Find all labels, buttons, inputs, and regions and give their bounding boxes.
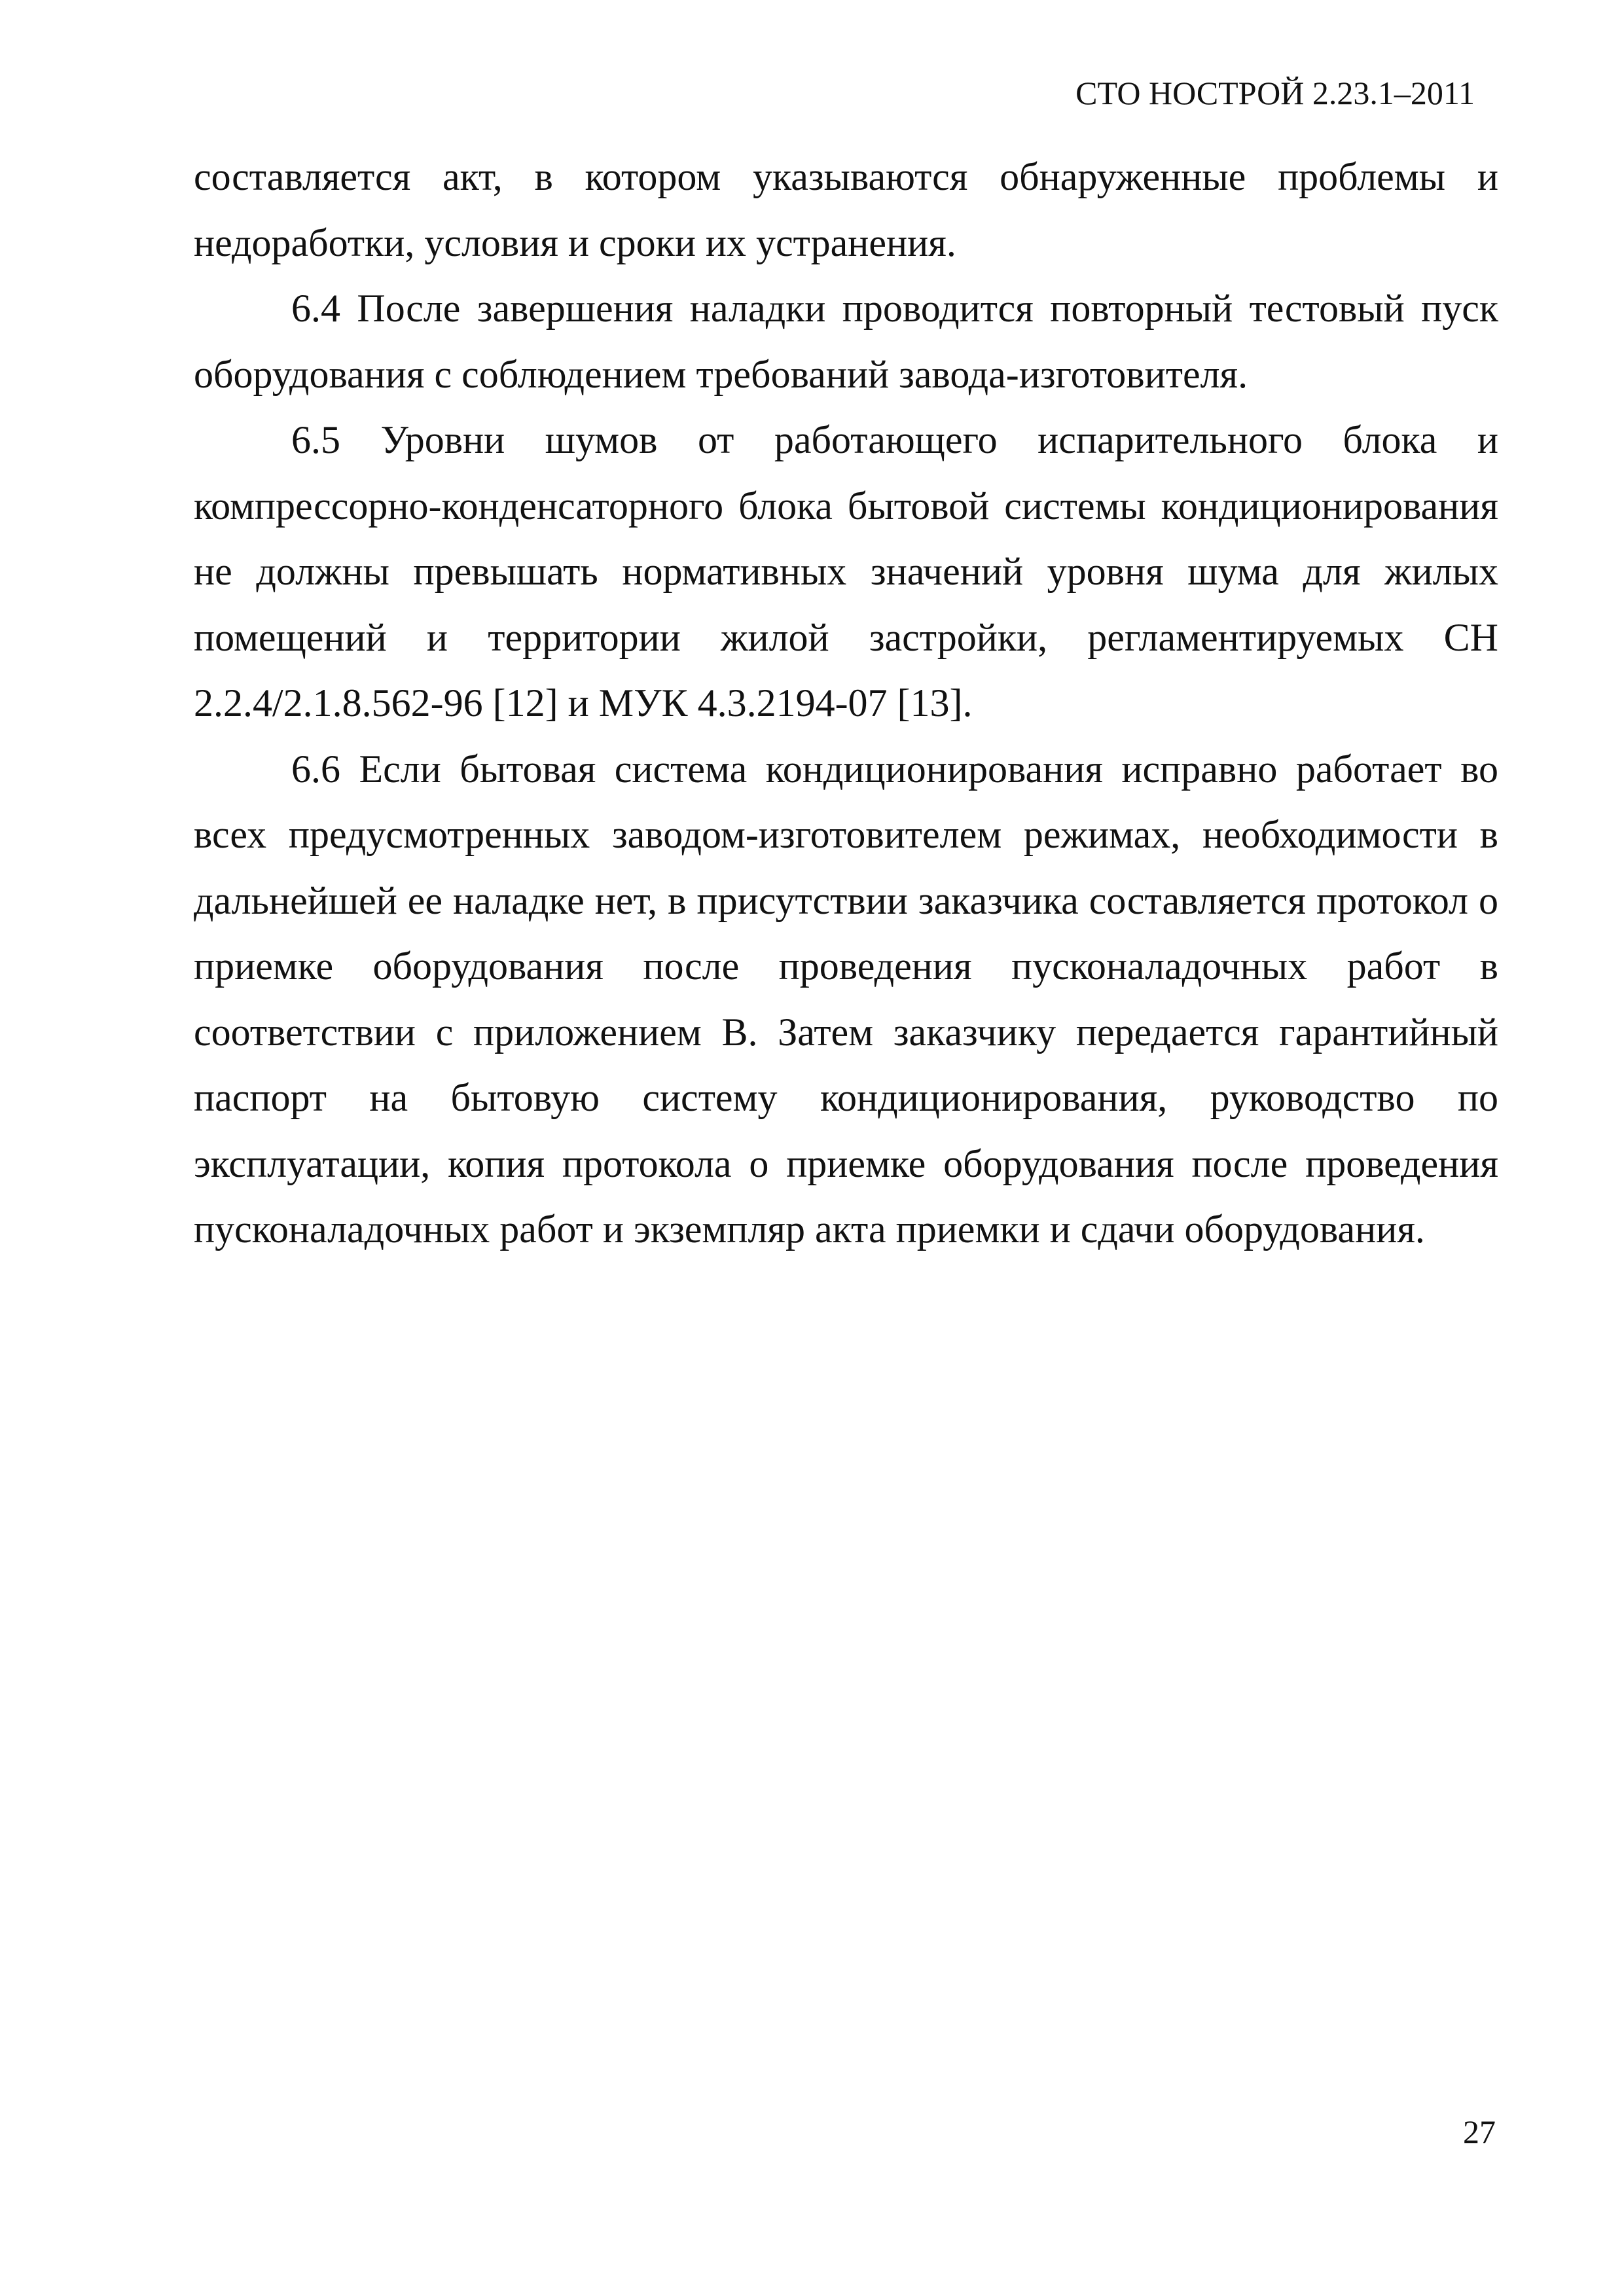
paragraph-6-5 — [194, 407, 1498, 736]
document-code-header: СТО НОСТРОЙ 2.23.1–2011 — [1075, 75, 1475, 111]
paragraph-number: 6.6 — [291, 747, 340, 791]
paragraph-6-6 — [194, 736, 1498, 1263]
paragraph-text: составляется акт, в котором указываются обнаруженные проблемы и недоработки, условия и сроки их устранения. — [194, 155, 1498, 264]
paragraph-text: Уровни шумов от работающего испарительного блока и компрессорно-конденсаторного блока бытовой системы кондиционирования не должны превышать нормативных значений уровня шума для жилых помещений и территории жилой застройки, регламентируемых СН 2.2.4/2.1.8.562-96 [12] и МУК 4.3.2194-07 [13]. — [194, 418, 1499, 725]
paragraph-text: Если бытовая система кондиционирования исправно работает во всех предусмотренных заводом-изготовителем режимах, необходимости в дальнейшей ее наладке нет, в присутствии заказчика составляется протокол о приемке оборудования после проведения пусконаладочных работ в соответствии с приложением В. Затем заказчику передается гарантийный паспорт на бытовую систему кондиционирования, руководство по эксплуатации, копия протокола о приемке оборудования после проведения пусконаладочных работ и экземпляр акта приемки и сдачи оборудования. — [194, 747, 1499, 1251]
paragraph-continuation — [194, 144, 1498, 276]
paragraph-text: После завершения наладки проводится повторный тестовый пуск оборудования с соблюдением требований завода-изготовителя. — [194, 287, 1498, 396]
paragraph-6-4 — [194, 276, 1498, 407]
page-number: 27 — [1463, 2113, 1496, 2150]
paragraph-number: 6.5 — [291, 418, 340, 461]
paragraph-number: 6.4 — [291, 287, 340, 330]
document-body — [194, 144, 1498, 1263]
